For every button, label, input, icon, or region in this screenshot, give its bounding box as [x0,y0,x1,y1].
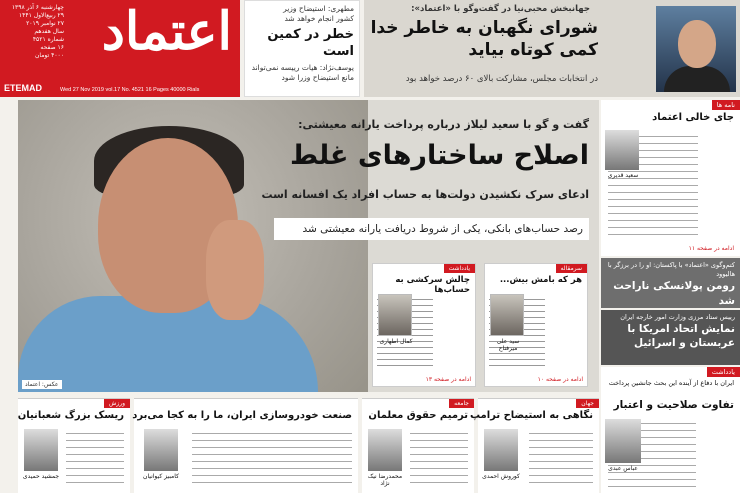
interviewee-photo [656,6,736,92]
author-photo [605,419,641,463]
author-photo [490,294,524,336]
teaser-line: رییس ستاد مرزی وزارت امور خارجه ایران [620,313,735,321]
main-subhead-bar: رصد حساب‌های بانکی، یکی از شروط دریافت یارانه معیشتی شد [274,218,589,240]
right-column-teaser-alliance[interactable] [601,310,740,365]
column-tag: سرمقاله [556,264,587,273]
top-teaser-interview[interactable] [364,0,740,97]
inset-column-left[interactable] [484,263,588,387]
continue-link[interactable]: ادامه در صفحه ۱۱ [688,245,734,252]
column-title: چالش سرکشی به حساب‌ها [395,275,470,295]
right-column-letters[interactable] [601,100,740,256]
column-text [66,427,124,489]
teaser-headline: رومن پولانسکی ناراحت شد [613,280,735,307]
section-label: نامه ها [712,100,740,110]
author-photo [24,429,58,471]
author-name: سعید قدیری [607,172,639,179]
issue-line: چهارشنبه ۶ آذر ۱۳۹۸ [11,4,64,11]
teaser-headline: نمایش اتحاد امریکا با عربستان و اسرائیل [627,323,735,349]
main-kicker: گفت و گو با سعید لیلاز درباره پرداخت یارانه معیشتی: [298,118,589,131]
author-photo [368,429,402,471]
latin-title: ETEMAD [4,83,42,93]
issue-line: سال هفدهم [34,28,64,35]
right-column-note[interactable] [601,367,740,493]
column-text [192,427,352,489]
author-name: جمشید حمیدی [22,473,60,480]
photo-caption: عکس: اعتماد [22,380,62,389]
author-name: کوروش احمدی [482,473,520,480]
column-text [410,427,468,489]
author-name: کامبیز کیوانیان [143,473,179,480]
column-title: نگاهی به استیضاح ترامپ [469,410,593,421]
teaser-subline: در انتخابات مجلس، مشارکت بالای ۶۰ درصد خواهد بود [405,74,598,84]
right-column-teaser-polanski[interactable] [601,258,740,308]
continue-link[interactable]: ادامه در صفحه ۱۳ [425,376,471,383]
section-label: ورزش [104,399,130,408]
teaser-headline: خطر در کمین است [267,27,354,59]
teaser-line: یوسف‌نژاد: هیات رییسه نمی‌تواند [251,63,354,72]
newspaper-logo: اعتماد [101,1,232,62]
column-title: تفاوت صلاحیت و اعتبار [613,399,734,411]
inset-column-right[interactable] [372,263,476,387]
teaser-headline: شورای نگهبان به خاطر خدا کمی کوتاه بیاید [370,18,598,60]
top-teaser-motahari[interactable] [244,0,360,97]
issue-line: ۲۹ ربیع‌الاول ۱۴۴۱ [18,12,64,19]
section-label: یادداشت [707,367,740,377]
teaser-line: کشور انجام خواهد شد [284,14,354,23]
issue-info [6,4,64,60]
column-text [529,427,593,489]
author-photo [144,429,178,471]
column-title: ترمیم حقوق معلمان [368,410,468,421]
teaser-line: ایران با دفاع از آینده این بحث جانشین پرداخت [608,379,734,387]
issue-line: ۴۰۰۰ تومان [34,52,64,59]
issue-line: شماره ۴۵۲۱ [32,36,64,43]
column-title: صنعت خودروسازی ایران، ما را به کجا می‌برد [132,410,352,421]
issue-line: ۲۷ نوامبر ۲۰۱۹ [26,20,64,27]
teaser-line: کتم‌وگوی «اعتماد» با پاکستان: او را در برزگر با هالیوود [607,261,735,278]
column-tag: یادداشت [444,264,475,273]
author-photo [378,294,412,336]
teaser-kicker: جهانبخش محبی‌نیا در گفت‌وگو با «اعتماد»: [411,4,590,14]
teaser-line: مطهری: استیضاح وزیر [283,4,354,13]
section-label: جامعه [449,399,474,408]
author-name: عباس عبدی [608,465,638,472]
author-photo [484,429,518,471]
continue-link[interactable]: ادامه در صفحه ۱۰ [537,376,583,383]
author-name: سید علی میرفتاح [496,338,520,352]
bottom-column-auto[interactable] [134,398,358,493]
bottom-column-sport[interactable] [18,398,130,493]
issue-line: ۱۶ صفحه [40,44,64,51]
bottom-column-society[interactable] [362,398,474,493]
bottom-column-world[interactable] [469,398,599,493]
teaser-line: مانع استیضاح وزرا شود [281,73,354,82]
author-photo [605,130,639,170]
main-headline: اصلاح ساختارهای غلط [290,140,589,171]
main-story[interactable] [18,100,599,392]
section-label: جهان [576,399,599,408]
column-title: هر که بامش بیش... [499,275,582,285]
main-deck: ادعای سرک نکشیدن دولت‌ها به حساب افراد یک افسانه است [261,188,589,201]
author-name: کمال اطهاری [379,338,413,345]
column-title: جای خالی اعتماد [652,112,734,123]
masthead [0,0,240,97]
author-name: محمدرضا نیک نژاد [367,473,403,487]
column-title: ریسک بزرگ شعبانیان [17,410,124,421]
latin-subline: Wed 27 Nov 2019 vol.17 No. 4521 16 Pages 40000 Rials [60,87,200,93]
